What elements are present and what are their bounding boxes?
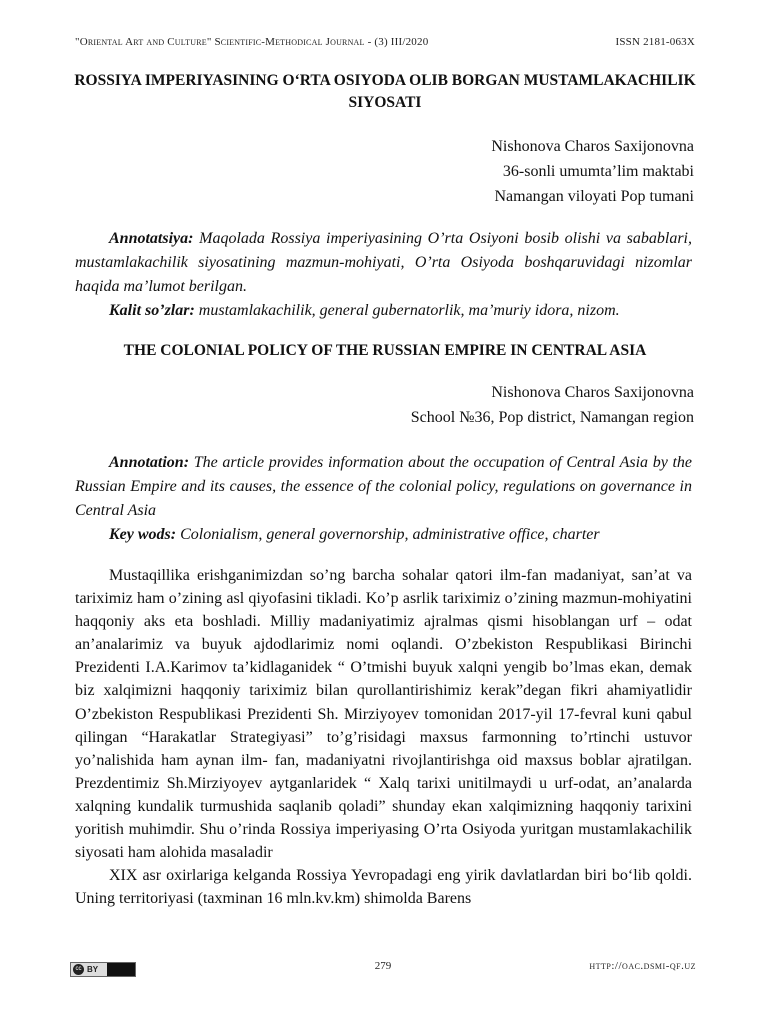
license-badge-label: BY — [87, 965, 99, 974]
keywords-label: Key wods: — [109, 526, 177, 543]
abstract-text: The article provides information about the occupation of Central Asia by the Russian Empire and its causes, the essence of the colonial policy, regulations on governance in Central Asia — [75, 454, 692, 519]
issn: ISSN 2181-063X — [615, 36, 695, 48]
keywords-text: mustamlakachilik, general gubernatorlik, ma’muriy idora, nizom. — [194, 302, 620, 319]
paragraph: Mustaqillika erishganimizdan so’ng barcha sohalar qatori ilm-fan madaniyat, san’at va tariximiz ham o’zining asl qiyofasini tikladi. Ko’p asrlik tariximiz o’zining mazmun-mohiyatini haqqoniy aks eta boshladi. Milliy madaniyatimiz ajralmas qismi hisoblangan urf – odat an’analarimiz va buyuk ajdodlarimiz nomi oqlandi. O’zbekiston Respublikasi Birinchi Prezidenti I.A.Karimov ta’kidlaganidek “ O’tmishi buyuk xalqni yengib bo’lmas ekan, demak biz xalqimizni haqqoniy tariximiz bilan qurollantirishimiz kerak”degan fikri ahamiyatlidir O’zbekiston Respublikasi Prezidenti Sh. Mirziyoyev tomonidan 2017-yil 17-fevral kuni qabul qilingan “Harakatlar Strategiyasi” to’g’risidagi maxsus farmonning to’rtinchi ustuvor yo’nalishida ham aynan ilm- fan, madaniyatni rivojlantirishga oid maxsus boblar ajratilgan. Prezdentimiz Sh.Mirziyoyev aytganlaridek “ Xalq tarixi unitilmaydi u urf-odat, an’analarda xalqning kundalik turmushida saqlanib qoladi” shunday ekan xalqimizning haqqoniy tarixini yoritish muhimdir. Shu o’rinda Rossiya imperiyasing O’rta Osiyoda yuritgan mustamlakachilik siyosati ham alohida masaladir — [75, 567, 692, 862]
keywords-label: Kalit so’zlar: — [109, 302, 195, 319]
page-number: 279 — [374, 960, 392, 972]
abstract-uzbek — [75, 227, 692, 323]
author-name: Nishonova Charos Saxijonovna — [491, 138, 694, 155]
author-affiliation: 36-sonli umumta’lim maktabi — [502, 163, 694, 180]
paragraph: XIX asr oxirlariga kelganda Rossiya Yevropadagi eng yirik davlatlardan biri bo‘lib qoldi. Uning territoriyasi (taxminan 16 mln.kv.km) shimolda Barens — [75, 867, 692, 908]
author-affiliation: School №36, Pop district, Namangan region — [410, 409, 694, 426]
author-name: Nishonova Charos Saxijonovna — [491, 384, 694, 401]
author-block-english — [411, 380, 694, 430]
title-english: THE COLONIAL POLICY OF THE RUSSIAN EMPIRE IN CENTRAL ASIA — [123, 342, 647, 359]
title-uzbek: ROSSIYA IMPERIYASINING O‘RTA OSIYODA OLIB BORGAN MUSTAMLAKACHILIK SIYOSATI — [74, 72, 696, 111]
abstract-label: Annotatsiya: — [109, 230, 194, 247]
keywords-text: Colonialism, general governorship, administrative office, charter — [176, 526, 600, 543]
author-block-uzbek — [491, 134, 694, 209]
cc-icon: cc — [73, 964, 84, 975]
abstract-label: Annotation: — [109, 454, 190, 471]
author-location: Namangan viloyati Pop tumani — [494, 188, 694, 205]
abstract-text: Maqolada Rossiya imperiyasining O’rta Osiyoni bosib olishi va sabablari, mustamlakachilik siyosatining mazmun-mohiyati, O’rta Osiyoda boshqaruvidagi nizomlar haqida ma’lumot berilgan. — [75, 230, 692, 295]
journal-url[interactable]: http://oac.dsmi-qf.uz — [589, 960, 696, 972]
body-text — [75, 564, 692, 910]
abstract-english — [75, 451, 692, 547]
journal-name: "Oriental Art and Culture" Scientific-Methodical Journal - (3) III/2020 — [75, 36, 429, 48]
